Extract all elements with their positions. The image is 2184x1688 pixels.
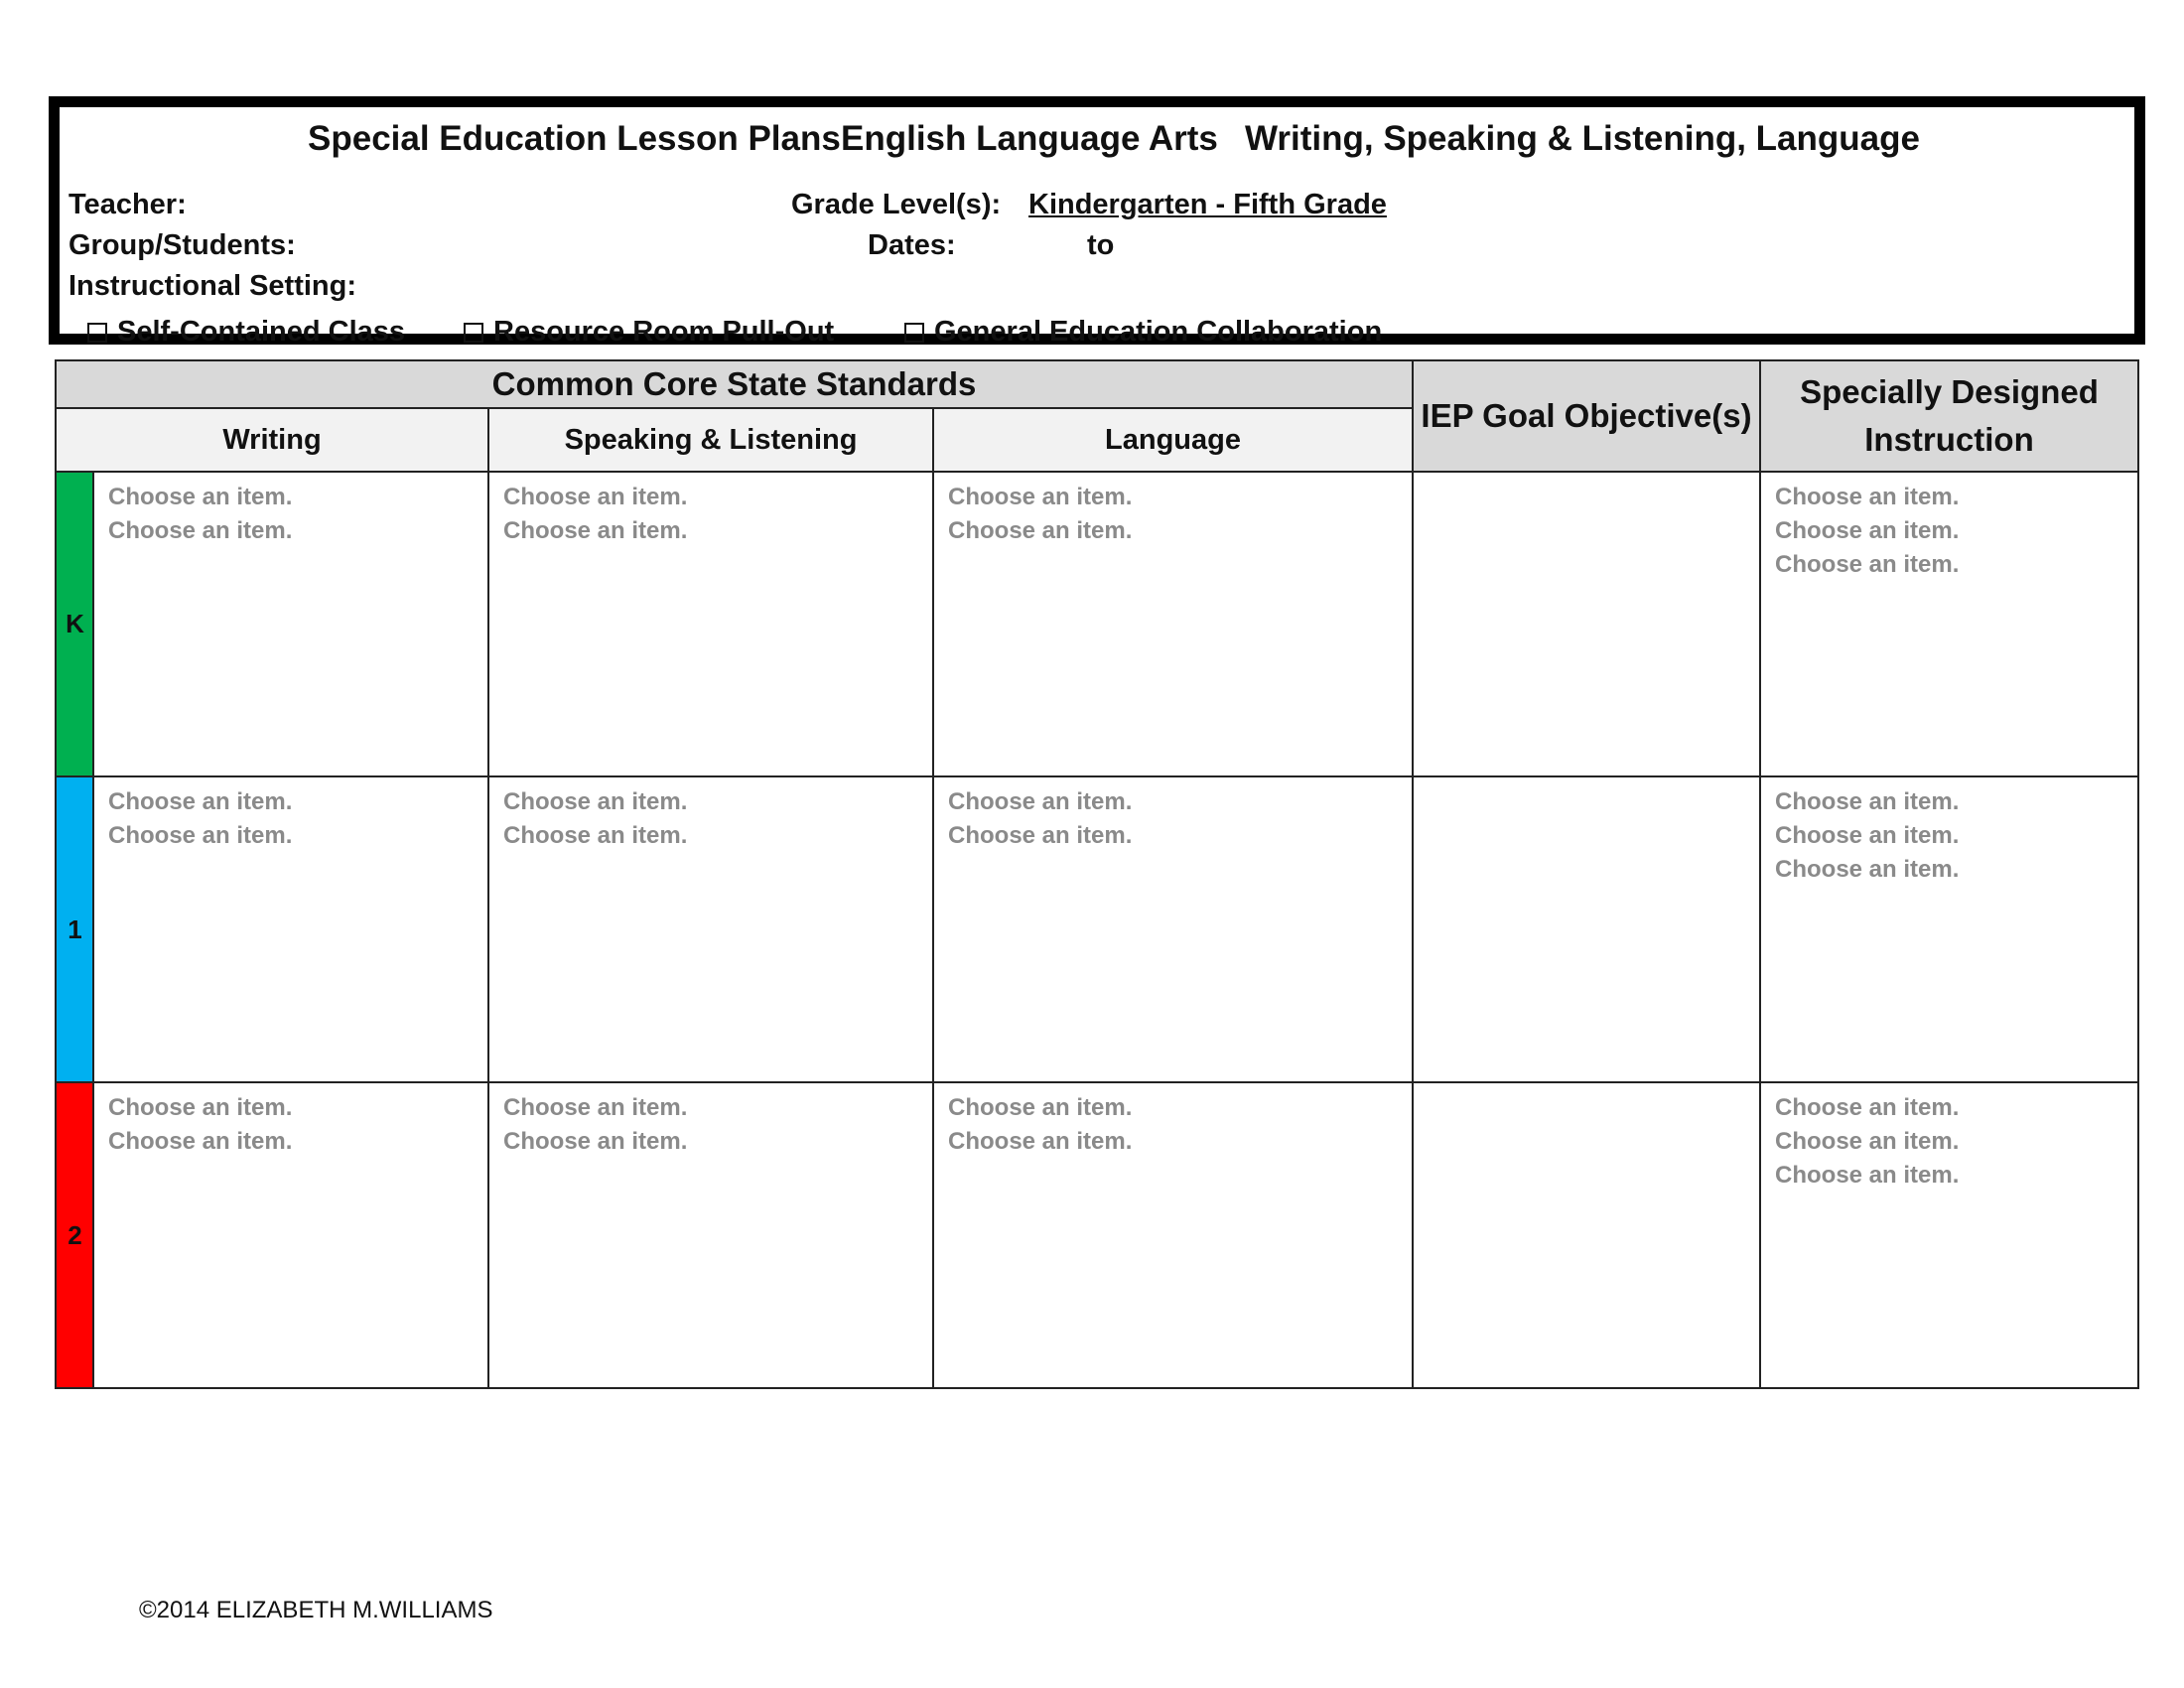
speaking-listening-cell[interactable] [487,775,934,1083]
choose-item-dropdown[interactable]: Choose an item. [503,1128,688,1155]
standards-table [55,359,2139,1392]
choose-item-dropdown[interactable]: Choose an item. [948,517,1133,544]
choose-item-dropdown[interactable]: Choose an item. [503,822,688,849]
teacher-label: Teacher: [68,189,187,220]
speaking-listening-cell[interactable] [487,471,934,777]
title-special-education: Special Education Lesson Plans [308,119,841,158]
language-cell[interactable] [932,775,1414,1083]
title-ela: English Language Arts [841,119,1218,158]
writing-cell[interactable] [92,471,489,777]
writing-column-header: Writing [55,407,489,473]
iep-goal-header: IEP Goal Objective(s) [1412,359,1761,473]
choose-item-dropdown[interactable]: Choose an item. [503,517,688,544]
iep-goal-cell[interactable] [1412,775,1761,1083]
iep-goal-cell[interactable] [1412,471,1761,777]
choose-item-dropdown[interactable]: Choose an item. [503,1094,688,1121]
dates-to-label: to [1087,229,1115,261]
lesson-plan-header [49,96,2145,348]
choose-item-dropdown[interactable]: Choose an item. [1775,1128,1960,1155]
title-strands: Writing, Speaking & Listening, Language [1245,119,1920,158]
dates-label: Dates: [868,229,956,261]
choose-item-dropdown[interactable]: Choose an item. [1775,822,1960,849]
iep-goal-cell[interactable] [1412,1081,1761,1389]
choose-item-dropdown[interactable]: Choose an item. [1775,1094,1960,1121]
grade-level-label: Grade Level(s): [791,189,1002,220]
sdi-header-line2: Instruction [1864,421,2034,458]
self-contained-label: Self-Contained Class [117,316,406,348]
self-contained-option[interactable] [87,316,405,349]
choose-item-dropdown[interactable]: Choose an item. [108,1128,293,1155]
language-column-header: Language [932,407,1414,473]
choose-item-dropdown[interactable]: Choose an item. [948,1094,1133,1121]
grade-band-k: K [55,471,94,777]
language-cell[interactable] [932,1081,1414,1389]
choose-item-dropdown[interactable]: Choose an item. [1775,484,1960,510]
grade-level-value[interactable]: Kindergarten - Fifth Grade [1028,189,1387,220]
choose-item-dropdown[interactable]: Choose an item. [1775,856,1960,883]
choose-item-dropdown[interactable]: Choose an item. [108,788,293,815]
speaking-listening-column-header: Speaking & Listening [487,407,934,473]
resource-room-option[interactable] [464,316,834,349]
group-students-label: Group/Students: [68,229,296,261]
choose-item-dropdown[interactable]: Choose an item. [1775,1162,1960,1189]
gen-ed-collaboration-label: General Education Collaboration [934,316,1383,348]
speaking-listening-cell[interactable] [487,1081,934,1389]
choose-item-dropdown[interactable]: Choose an item. [1775,788,1960,815]
writing-cell[interactable] [92,775,489,1083]
choose-item-dropdown[interactable]: Choose an item. [1775,551,1960,578]
choose-item-dropdown[interactable]: Choose an item. [948,484,1133,510]
grade-band-2: 2 [55,1081,94,1389]
grade-band-1: 1 [55,775,94,1083]
title-row [60,119,2134,169]
choose-item-dropdown[interactable]: Choose an item. [108,517,293,544]
sdi-header-line1: Specially Designed [1800,373,2099,410]
checkbox-icon[interactable] [904,323,924,343]
choose-item-dropdown[interactable]: Choose an item. [108,822,293,849]
gen-ed-collaboration-option[interactable] [904,316,1382,349]
choose-item-dropdown[interactable]: Choose an item. [948,1128,1133,1155]
choose-item-dropdown[interactable]: Choose an item. [108,1094,293,1121]
writing-cell[interactable] [92,1081,489,1389]
sdi-cell[interactable] [1759,1081,2139,1389]
checkbox-icon[interactable] [87,323,107,343]
choose-item-dropdown[interactable]: Choose an item. [948,788,1133,815]
choose-item-dropdown[interactable]: Choose an item. [948,822,1133,849]
copyright-footer: ©2014 ELIZABETH M.WILLIAMS [139,1597,493,1623]
choose-item-dropdown[interactable]: Choose an item. [503,788,688,815]
sdi-cell[interactable] [1759,775,2139,1083]
sdi-header [1759,359,2139,473]
ccss-header: Common Core State Standards [55,359,1414,409]
resource-room-label: Resource Room Pull-Out [493,316,835,348]
choose-item-dropdown[interactable]: Choose an item. [1775,517,1960,544]
language-cell[interactable] [932,471,1414,777]
choose-item-dropdown[interactable]: Choose an item. [108,484,293,510]
checkbox-icon[interactable] [464,323,483,343]
sdi-cell[interactable] [1759,471,2139,777]
instructional-setting-label: Instructional Setting: [68,270,356,302]
choose-item-dropdown[interactable]: Choose an item. [503,484,688,510]
